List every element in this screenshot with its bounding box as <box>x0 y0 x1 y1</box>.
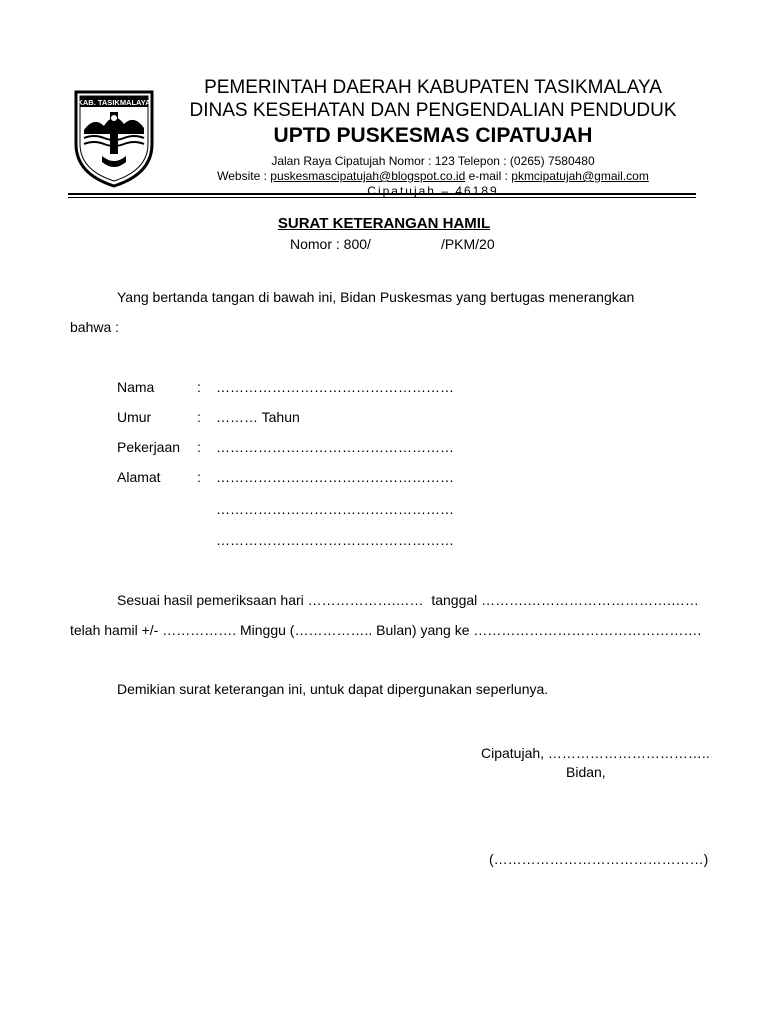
letterhead <box>158 76 708 199</box>
field-value-pekerjaan: …………………………………………… <box>216 439 454 455</box>
website-link[interactable]: puskesmascipatujah@blogspot.co.id <box>270 169 466 183</box>
exam-paragraph-line2: telah hamil +/- ……………. Minggu (…………….. Bulan) yang ke …………………………………………. <box>70 622 702 638</box>
field-label-pekerjaan: Pekerjaan <box>117 439 181 455</box>
field-colon: : <box>197 409 201 425</box>
signature-name: (………………………………………) <box>489 851 709 867</box>
email-label: e-mail : <box>465 169 512 183</box>
kabupaten-emblem-icon <box>72 86 156 190</box>
document-title: SURAT KETERANGAN HAMIL <box>277 215 491 232</box>
institution-name: UPTD PUSKESMAS CIPATUJAH <box>273 124 593 147</box>
document-number <box>290 236 495 252</box>
opening-paragraph-line2: bahwa : <box>70 319 120 335</box>
website-label: Website : <box>217 169 271 183</box>
contact-line <box>158 169 708 184</box>
address-line: Jalan Raya Cipatujah Nomor : 123 Telepon : (0265) 7580480 <box>271 154 595 168</box>
field-value-umur: ……… Tahun <box>216 409 300 425</box>
agency-name: DINAS KESEHATAN DAN PENGENDALIAN PENDUDUK <box>189 100 677 121</box>
field-value-nama: …………………………………………… <box>216 379 454 395</box>
city-postal-line: Cipatujah – 46189 <box>367 184 499 198</box>
emblem-text: KAB. TASIKMALAYA <box>77 98 151 107</box>
opening-paragraph-line1: Yang bertanda tangan di bawah ini, Bidan Puskesmas yang bertugas menerangkan <box>117 289 635 305</box>
signature-place-date: Cipatujah, …………………………….. <box>481 745 710 761</box>
letterhead-divider <box>68 193 696 195</box>
field-label-umur: Umur <box>117 409 152 425</box>
email-link[interactable]: pkmcipatujah@gmail.com <box>511 169 649 183</box>
nomor-suffix: /PKM/20 <box>440 236 495 252</box>
field-colon: : <box>197 469 201 485</box>
field-label-nama: Nama <box>117 379 155 395</box>
closing-paragraph: Demikian surat keterangan ini, untuk dapat dipergunakan seperlunya. <box>117 681 549 697</box>
field-colon: : <box>197 379 201 395</box>
letterhead-divider-thin <box>68 197 696 198</box>
nomor-label: Nomor : 800/ <box>290 236 371 252</box>
signature-role: Bidan, <box>566 764 606 780</box>
exam-paragraph-line1: Sesuai hasil pemeriksaan hari ……………….…… tanggal ……….………………………….…… <box>117 592 699 608</box>
field-colon: : <box>197 439 201 455</box>
field-value-alamat: …………………………………………… <box>216 469 454 485</box>
field-value-alamat-cont1: …………………………………………… <box>216 501 454 517</box>
field-label-alamat: Alamat <box>117 469 161 485</box>
field-value-alamat-cont2: …………………………………………… <box>216 532 454 548</box>
government-name: PEMERINTAH DAERAH KABUPATEN TASIKMALAYA <box>204 77 662 98</box>
